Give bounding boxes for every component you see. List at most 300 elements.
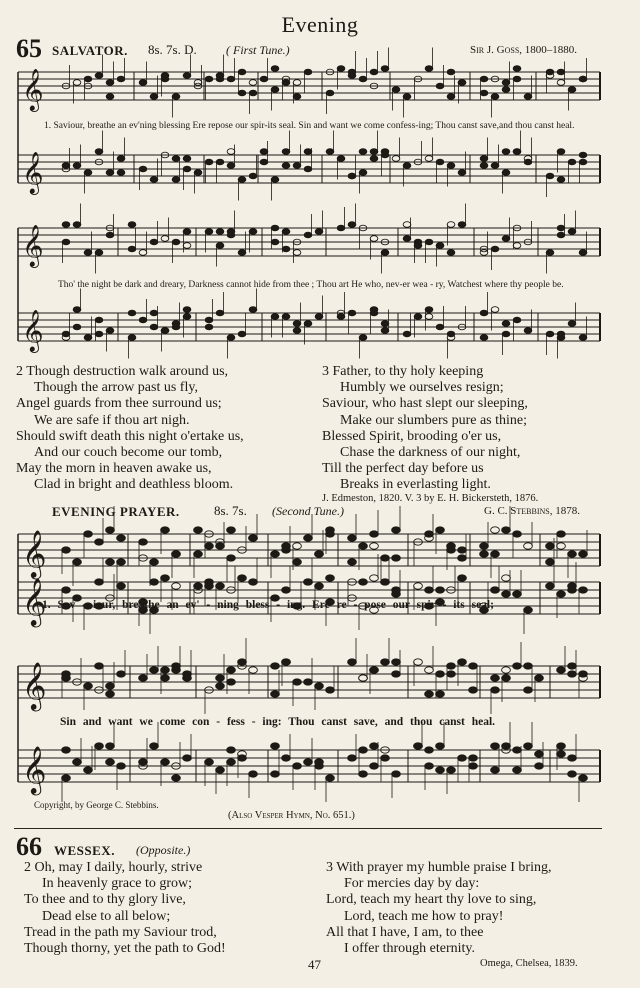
note-head: [348, 755, 357, 761]
note-head: [84, 531, 93, 537]
note-head: [359, 771, 368, 777]
note-head: [106, 232, 114, 238]
note-head: [447, 663, 456, 669]
note-head: [293, 250, 301, 256]
note-head: [359, 76, 367, 82]
lyric-line: 1. Saviour, breathe an ev'ning blessing Ere repose our spir-its seal. Sin and want we come confess-ing; Thou canst save,and thou canst heal.: [44, 121, 575, 131]
note-head: [502, 667, 511, 673]
note-head: [348, 173, 356, 179]
note-head: [337, 156, 345, 162]
note-head: [238, 177, 246, 183]
note-head: [458, 659, 467, 665]
note-head: [216, 767, 225, 773]
note-head: [293, 80, 301, 86]
note-head: [106, 691, 115, 697]
verse-3: [322, 364, 528, 494]
note-head: [436, 671, 445, 677]
note-head: [381, 149, 389, 155]
note-head: [491, 587, 500, 593]
note-head: [557, 177, 565, 183]
note-head: [524, 159, 532, 165]
note-head: [62, 587, 71, 593]
note-head: [414, 743, 423, 749]
note-head: [304, 535, 313, 541]
note-head: [117, 156, 125, 162]
note-head: [535, 751, 544, 757]
note-head: [491, 687, 500, 693]
note-head: [326, 775, 335, 781]
note-head: [238, 90, 246, 96]
hymn-number: 65: [16, 34, 42, 63]
note-head: [238, 69, 246, 75]
note-head: [271, 66, 279, 72]
note-head: [425, 587, 434, 593]
note-head: [568, 671, 577, 677]
note-head: [425, 156, 433, 162]
note-head: [568, 229, 576, 235]
note-head: [84, 76, 92, 82]
note-head: [139, 675, 148, 681]
note-head: [480, 310, 488, 316]
note-head: [436, 587, 445, 593]
note-head: [392, 659, 401, 665]
note-head: [128, 310, 136, 316]
note-head: [557, 149, 565, 155]
note-head: [73, 759, 82, 765]
note-head: [392, 771, 401, 777]
note-head: [128, 246, 136, 252]
note-head: [381, 659, 390, 665]
note-head: [227, 163, 235, 169]
note-head: [271, 743, 280, 749]
note-head: [249, 579, 258, 585]
note-head: [502, 331, 510, 337]
note-head: [216, 243, 224, 249]
note-head: [106, 328, 114, 334]
note-head: [513, 767, 522, 773]
note-head: [392, 555, 401, 561]
clef-icon: 𝄞: [22, 744, 47, 794]
note-head: [458, 170, 466, 176]
note-head: [579, 159, 587, 165]
note-head: [227, 679, 236, 685]
note-head: [513, 149, 521, 155]
note-head: [447, 163, 455, 169]
note-head: [447, 671, 456, 677]
note-head: [447, 767, 456, 773]
note-head: [238, 755, 247, 761]
note-head: [293, 679, 302, 685]
note-head: [205, 583, 214, 589]
note-head: [106, 683, 115, 689]
clef-icon: 𝄞: [22, 660, 47, 710]
note-head: [370, 531, 379, 537]
note-head: [458, 755, 467, 761]
note-head: [480, 90, 488, 96]
verse-line: Lord, teach my heart thy love to sing,: [326, 892, 537, 908]
note-head: [183, 166, 191, 172]
note-head: [238, 331, 246, 337]
note-head: [326, 90, 334, 96]
note-head: [172, 94, 180, 100]
note-head: [139, 759, 148, 765]
author-credit: Omega, Chelsea, 1839.: [480, 958, 578, 969]
note-head: [491, 551, 500, 557]
note-head: [315, 759, 324, 765]
note-head: [480, 250, 488, 256]
note-head: [557, 225, 565, 231]
note-head: [436, 243, 444, 249]
note-head: [491, 246, 499, 252]
note-head: [271, 551, 280, 557]
note-head: [513, 591, 522, 597]
note-head: [568, 663, 577, 669]
note-head: [106, 94, 114, 100]
note-head: [117, 671, 126, 677]
note-head: [392, 587, 401, 593]
note-head: [469, 663, 478, 669]
note-head: [194, 527, 203, 533]
note-head: [458, 222, 466, 228]
note-head: [469, 763, 478, 769]
note-head: [425, 747, 434, 753]
note-head: [282, 246, 290, 252]
note-head: [73, 307, 81, 313]
note-head: [304, 166, 312, 172]
note-head: [326, 687, 335, 693]
note-head: [172, 775, 181, 781]
note-head: [95, 743, 104, 749]
note-head: [249, 307, 257, 313]
note-head: [370, 149, 378, 155]
note-head: [579, 671, 588, 677]
lyric-line: Sin and want we come con - fess - ing: Thou canst save, and thou canst heal.: [60, 716, 496, 728]
note-head: [513, 66, 521, 72]
note-head: [282, 163, 290, 169]
note-head: [172, 551, 181, 557]
note-head: [326, 575, 335, 581]
note-head: [73, 163, 81, 169]
note-head: [557, 531, 566, 537]
note-head: [557, 751, 566, 757]
note-head: [436, 159, 444, 165]
note-head: [271, 239, 279, 245]
staff-treble: [18, 48, 600, 118]
composer: Sir J. Goss, 1800–1880.: [470, 44, 578, 56]
note-head: [579, 335, 587, 341]
note-head: [370, 543, 379, 549]
verse-line: And our couch become our tomb,: [34, 445, 223, 461]
note-head: [568, 755, 577, 761]
note-head: [84, 170, 92, 176]
note-head: [359, 543, 368, 549]
note-head: [150, 177, 158, 183]
note-head: [293, 763, 302, 769]
note-head: [183, 675, 192, 681]
note-head: [469, 687, 478, 693]
note-head: [216, 159, 224, 165]
note-head: [205, 317, 213, 323]
note-head: [381, 579, 390, 585]
note-head: [62, 222, 70, 228]
note-head: [359, 675, 368, 681]
note-head: [425, 314, 433, 320]
note-head: [337, 314, 345, 320]
note-head: [315, 683, 324, 689]
note-head: [293, 94, 301, 100]
note-head: [293, 559, 302, 565]
tune-name: SALVATOR.: [52, 43, 128, 58]
staff-bass: [18, 289, 600, 359]
note-head: [381, 555, 390, 561]
note-head: [502, 87, 510, 93]
note-head: [271, 314, 279, 320]
note-head: [172, 239, 180, 245]
note-head: [216, 310, 224, 316]
note-head: [161, 675, 170, 681]
note-head: [62, 163, 70, 169]
verse-line: All that I have, I am, to thee: [326, 924, 484, 940]
note-head: [447, 547, 456, 553]
note-head: [557, 591, 566, 597]
note-head: [95, 317, 103, 323]
note-head: [370, 743, 379, 749]
verse-line: Chase the darkness of our night,: [340, 445, 521, 461]
note-head: [227, 527, 236, 533]
note-head: [436, 691, 445, 697]
copyright: Copyright, by George C. Stebbins.: [34, 800, 159, 810]
note-head: [238, 659, 247, 665]
clef-icon: 𝄞: [22, 576, 47, 626]
note-head: [172, 663, 181, 669]
note-head: [480, 156, 488, 162]
note-head: [293, 163, 301, 169]
clef-icon: 𝄞: [22, 308, 44, 352]
note-head: [392, 156, 400, 162]
note-head: [381, 321, 389, 327]
note-head: [502, 149, 510, 155]
note-head: [403, 236, 411, 242]
note-head: [381, 66, 389, 72]
note-head: [579, 76, 587, 82]
note-head: [216, 683, 225, 689]
note-head: [282, 587, 291, 593]
note-head: [425, 691, 434, 697]
note-head: [414, 314, 422, 320]
note-head: [238, 250, 246, 256]
note-head: [117, 535, 126, 541]
note-head: [513, 663, 522, 669]
note-head: [139, 80, 147, 86]
note-head: [304, 149, 312, 155]
staff-treble: [18, 638, 600, 714]
note-head: [458, 547, 467, 553]
note-head: [502, 236, 510, 242]
verse-line: 3 Father, to thy holy keeping: [322, 364, 484, 379]
note-head: [117, 76, 125, 82]
note-head: [216, 675, 225, 681]
meter: 8s. 7s.: [214, 503, 247, 518]
note-head: [502, 575, 511, 581]
note-head: [436, 83, 444, 89]
note-head: [205, 76, 213, 82]
note-head: [579, 250, 587, 256]
clef-icon: 𝄞: [22, 67, 44, 111]
note-head: [205, 759, 214, 765]
note-head: [425, 531, 434, 537]
lyric-line: Tho' the night be dark and dreary, Darkness cannot hide from thee ; Thou art He who, nev-er wea - ry, Watchest where thy people be.: [58, 280, 564, 290]
note-head: [469, 755, 478, 761]
note-head: [183, 314, 191, 320]
note-head: [502, 170, 510, 176]
staff-treble: [18, 204, 600, 274]
note-head: [150, 239, 158, 245]
note-head: [491, 743, 500, 749]
note-head: [271, 663, 280, 669]
tune-note: ( First Tune.): [226, 43, 290, 57]
note-head: [62, 331, 70, 337]
note-head: [568, 551, 577, 557]
note-head: [227, 667, 236, 673]
note-head: [161, 76, 169, 82]
verse-line: Though the arrow past us fly,: [34, 380, 198, 396]
note-head: [73, 80, 81, 86]
note-head: [249, 80, 257, 86]
tune-name: WESSEX.: [54, 843, 115, 858]
note-head: [194, 551, 203, 557]
page-number: 47: [308, 957, 321, 972]
note-head: [205, 159, 213, 165]
note-head: [95, 539, 104, 545]
hymn-number: 66: [16, 832, 42, 861]
note-head: [315, 229, 323, 235]
note-head: [546, 173, 554, 179]
note-head: [326, 149, 334, 155]
note-head: [183, 229, 191, 235]
note-head: [568, 771, 577, 777]
verse-line: We are safe if thou art nigh.: [34, 412, 190, 428]
note-head: [73, 559, 82, 565]
note-head: [425, 307, 433, 313]
note-head: [348, 222, 356, 228]
verse-line: Humbly we ourselves resign;: [340, 380, 504, 396]
author-credit: J. Edmeston, 1820. V. 3 by E. H. Bickersteth, 1876.: [322, 493, 539, 504]
note-head: [392, 527, 401, 533]
note-head: [260, 159, 268, 165]
note-head: [535, 675, 544, 681]
note-head: [216, 76, 224, 82]
note-head: [161, 575, 170, 581]
note-head: [293, 321, 301, 327]
note-head: [491, 94, 499, 100]
note-head: [227, 555, 236, 561]
note-head: [62, 747, 71, 753]
note-head: [293, 543, 302, 549]
note-head: [403, 222, 411, 228]
note-head: [447, 250, 455, 256]
verse-line: 3 With prayer my humble praise I bring,: [326, 860, 552, 875]
note-head: [73, 324, 81, 330]
note-head: [491, 163, 499, 169]
note-head: [557, 667, 566, 673]
note-head: [106, 80, 114, 86]
verse-2: [24, 860, 226, 957]
clef-icon: 𝄞: [22, 528, 47, 578]
note-head: [227, 232, 235, 238]
tune-note: (Opposite.): [136, 843, 191, 857]
note-head: [282, 755, 291, 761]
note-head: [139, 250, 147, 256]
note-head: [524, 543, 533, 549]
note-head: [447, 222, 455, 228]
note-head: [227, 149, 235, 155]
composer: G. C. Stebbins, 1878.: [484, 505, 580, 517]
note-head: [579, 775, 588, 781]
note-head: [282, 543, 291, 549]
note-head: [546, 543, 555, 549]
note-head: [95, 331, 103, 337]
note-head: [370, 575, 379, 581]
verse-line: In heavenly grace to grow;: [42, 876, 193, 892]
note-head: [348, 559, 357, 565]
also-note: (Also Vesper Hymn, No. 651.): [228, 810, 355, 821]
note-head: [557, 80, 565, 86]
note-head: [304, 759, 313, 765]
note-head: [304, 69, 312, 75]
note-head: [502, 675, 511, 681]
note-head: [546, 69, 554, 75]
note-head: [183, 243, 191, 249]
note-head: [546, 559, 555, 565]
note-head: [106, 170, 114, 176]
note-head: [447, 94, 455, 100]
note-head: [491, 767, 500, 773]
note-head: [524, 94, 532, 100]
note-head: [359, 335, 367, 341]
note-head: [480, 551, 489, 557]
note-head: [249, 173, 257, 179]
divider: [14, 828, 602, 829]
note-head: [62, 547, 71, 553]
note-head: [249, 667, 258, 673]
note-head: [172, 324, 180, 330]
note-head: [84, 250, 92, 256]
note-head: [117, 763, 126, 769]
note-head: [579, 551, 588, 557]
note-head: [480, 76, 488, 82]
note-head: [183, 755, 192, 761]
note-head: [568, 87, 576, 93]
note-head: [183, 156, 191, 162]
note-head: [436, 743, 445, 749]
note-head: [260, 149, 268, 155]
note-head: [194, 583, 203, 589]
note-head: [205, 229, 213, 235]
verse-line: Make our slumbers pure as thine;: [340, 412, 528, 428]
note-head: [546, 331, 554, 337]
note-head: [161, 236, 169, 242]
note-head: [227, 335, 235, 341]
note-head: [403, 94, 411, 100]
note-head: [172, 583, 181, 589]
note-head: [370, 156, 378, 162]
note-head: [337, 66, 345, 72]
note-head: [205, 543, 214, 549]
note-head: [128, 222, 136, 228]
note-head: [73, 222, 81, 228]
note-head: [84, 683, 93, 689]
verse-line: Though thorny, yet the path to God!: [24, 941, 226, 957]
